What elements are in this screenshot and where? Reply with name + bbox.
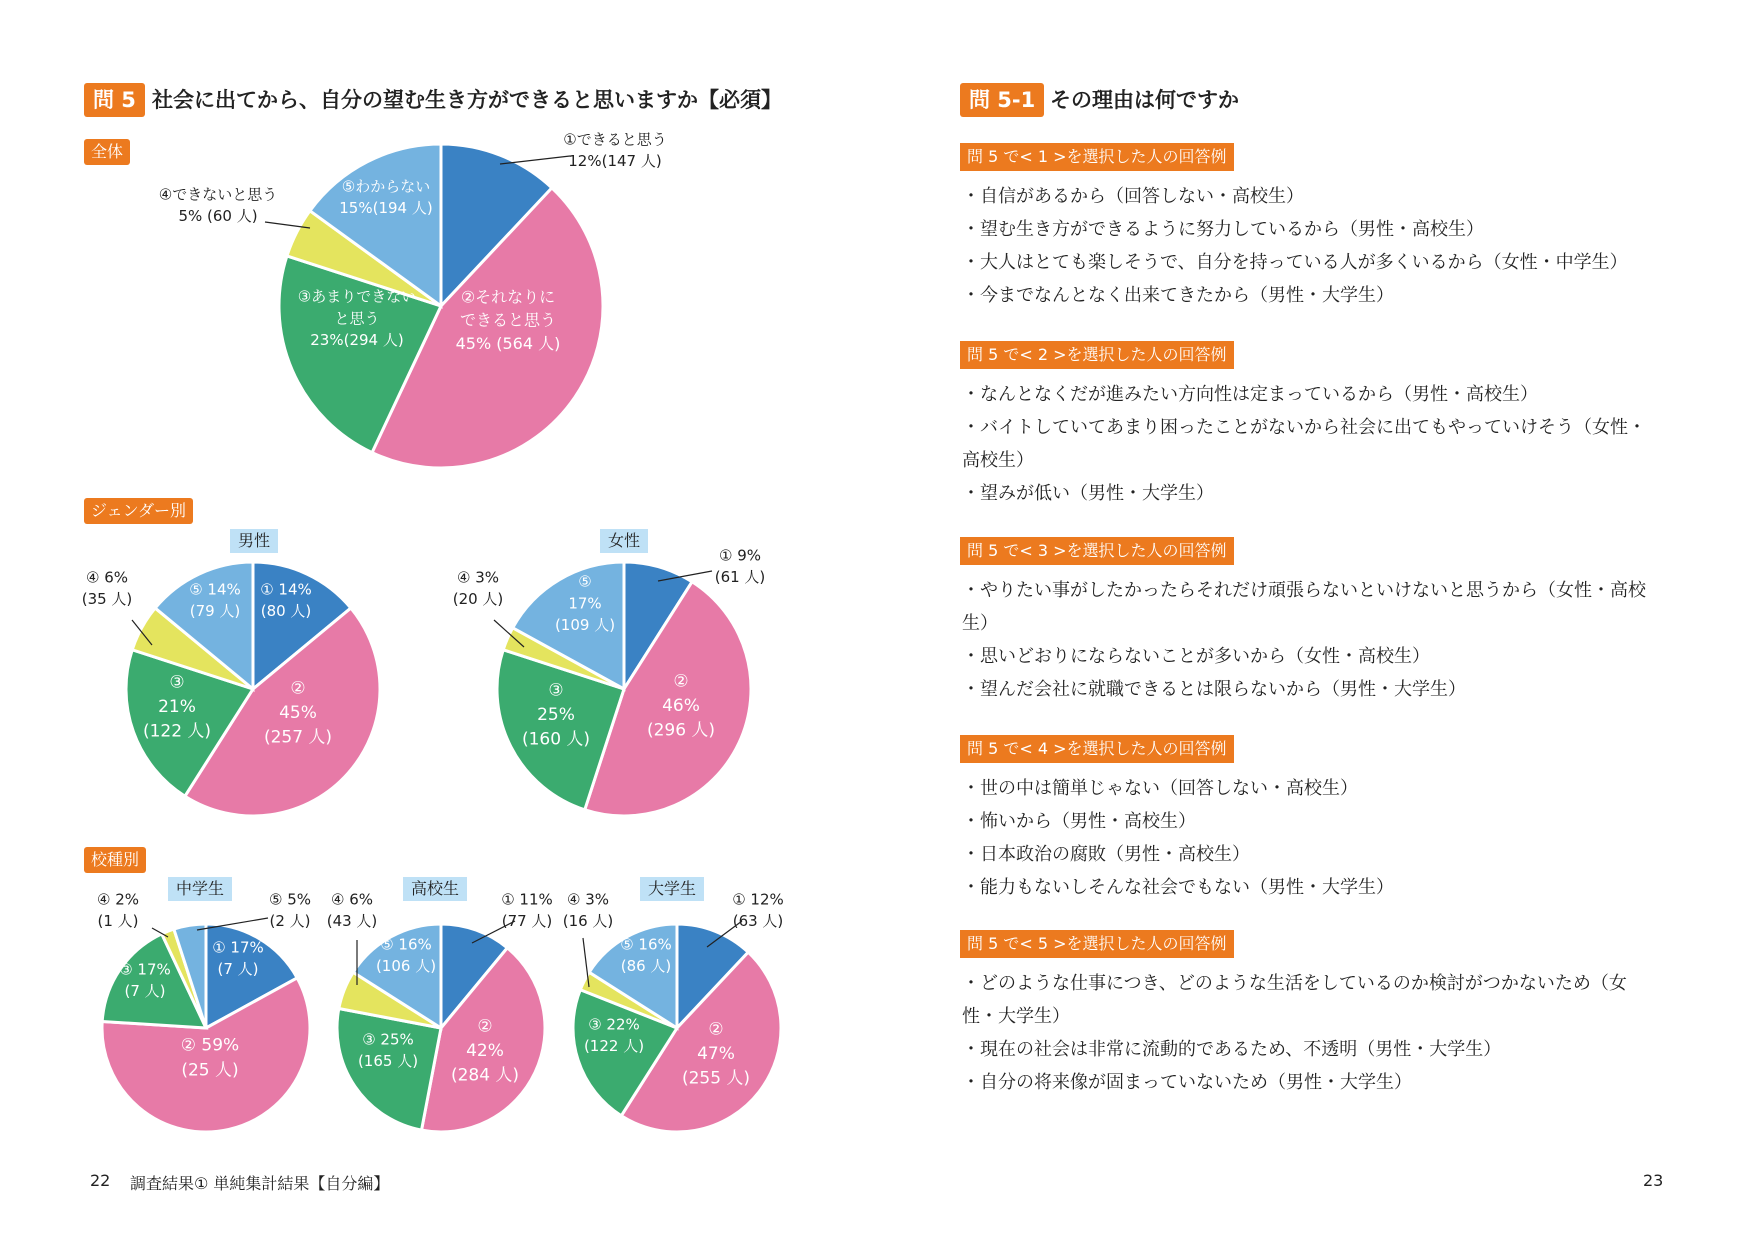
answer-item: ・なんとなくだが進みたい方向性は定まっているから（男性・高校生）	[962, 384, 1538, 405]
question-title-5-1: その理由は何ですか	[1050, 88, 1239, 112]
pie-label-jhs-5: ⑤ 5%	[268, 890, 312, 909]
pie-label-male-2: (257 人)	[263, 727, 333, 748]
pie-label-jhs-3: (7 人)	[124, 982, 166, 1001]
pie-label-overall-5: 15%(194 人)	[339, 199, 433, 218]
pie-label-male-3: ③	[169, 672, 185, 693]
pie-label-male-1: (80 人)	[260, 602, 312, 621]
pie-label-male-5: ⑤ 14%	[189, 580, 241, 599]
pie-label-female-3: (160 人)	[521, 729, 591, 750]
pie-label-jhs-3: ③ 17%	[119, 960, 171, 979]
pie-label-univ-2: ②	[708, 1019, 724, 1040]
pie-label-hs-4: ④ 6%	[330, 890, 374, 909]
answer-item: ・やりたい事がしたかったらそれだけ頑張らないといけないと思うから（女性・高校生）	[962, 580, 1646, 634]
answer-group-header: 問 5 で< 1 >を選択した人の回答例	[960, 143, 1234, 171]
answer-item: ・どのような仕事につき、どのような生活をしているのか検討がつかないため（女性・大学生）	[962, 973, 1627, 1027]
answer-group-header: 問 5 で< 3 >を選択した人の回答例	[960, 537, 1234, 565]
label-male: 男性	[230, 529, 278, 553]
pie-label-jhs-2: ② 59%	[180, 1035, 240, 1056]
answer-item: ・今までなんとなく出来てきたから（男性・大学生）	[962, 285, 1394, 306]
section-badge-school: 校種別	[84, 847, 146, 873]
pie-label-hs-2: 42%	[466, 1040, 504, 1061]
pie-label-female-4: (20 人)	[452, 590, 504, 609]
footer-title: 調査結果① 単純集計結果【自分編】	[130, 1174, 390, 1193]
question-badge: 問 5	[84, 83, 145, 117]
pie-label-univ-4: ④ 3%	[566, 890, 610, 909]
pie-label-overall-1: 12%(147 人)	[568, 152, 662, 171]
pie-label-hs-5: (106 人)	[375, 957, 437, 976]
pie-label-hs-4: (43 人)	[326, 912, 378, 931]
pie-label-male-4: ④ 6%	[85, 568, 129, 587]
page-number-right: 23	[1643, 1171, 1664, 1190]
answer-item: ・思いどおりにならないことが多いから（女性・高校生）	[962, 646, 1430, 667]
pie-label-male-4: (35 人)	[81, 590, 133, 609]
pie-label-jhs-4: (1 人)	[97, 912, 139, 931]
label-high-school: 高校生	[403, 877, 467, 901]
section-badge-gender: ジェンダー別	[84, 498, 193, 524]
answer-item: ・日本政治の腐敗（男性・高校生）	[962, 844, 1250, 865]
pie-label-female-5: ⑤	[578, 572, 592, 591]
pie-label-overall-2: 45% (564 人)	[455, 333, 561, 353]
pie-label-female-2: (296 人)	[646, 720, 716, 741]
pie-label-overall-1: ①できると思う	[563, 130, 667, 149]
pie-label-univ-5: (86 人)	[620, 957, 672, 976]
pie-label-overall-3: と思う	[334, 309, 380, 328]
answer-item: ・能力もないしそんな社会でもない（男性・大学生）	[962, 877, 1394, 898]
pie-label-univ-2: (255 人)	[681, 1068, 751, 1089]
pie-label-male-3: 21%	[158, 696, 196, 717]
pie-label-female-5: 17%	[568, 594, 602, 613]
pie-label-univ-1: ① 12%	[732, 890, 784, 909]
answer-item: ・バイトしていてあまり困ったことがないから社会に出てもやっていけそう（女性・高校生）	[962, 417, 1646, 471]
pie-label-female-2: 46%	[662, 695, 700, 716]
pie-label-female-1: (61 人)	[714, 568, 766, 587]
question-title: 社会に出てから、自分の望む生き方ができると思いますか【必須】	[152, 88, 782, 112]
pie-label-hs-3: (165 人)	[357, 1052, 419, 1071]
label-junior-high: 中学生	[168, 877, 232, 901]
answer-item: ・世の中は簡単じゃない（回答しない・高校生）	[962, 778, 1358, 799]
pie-label-male-3: (122 人)	[142, 721, 212, 742]
label-university: 大学生	[640, 877, 704, 901]
pie-label-univ-4: (16 人)	[562, 912, 614, 931]
pie-label-overall-4: ④できないと思う	[158, 185, 278, 204]
answer-item: ・自分の将来像が固まっていないため（男性・大学生）	[962, 1072, 1412, 1093]
answer-group-header: 問 5 で< 4 >を選択した人の回答例	[960, 735, 1234, 763]
answer-list	[962, 772, 1662, 904]
answer-item: ・現在の社会は非常に流動的であるため、不透明（男性・大学生）	[962, 1039, 1502, 1060]
pie-label-hs-2: ②	[477, 1016, 493, 1037]
answer-item: ・大人はとても楽しそうで、自分を持っている人が多くいるから（女性・中学生）	[962, 252, 1628, 273]
answer-item: ・望む生き方ができるように努力しているから（男性・高校生）	[962, 219, 1484, 240]
pie-label-jhs-4: ④ 2%	[96, 890, 140, 909]
pie-label-female-3: 25%	[537, 704, 575, 725]
pie-label-overall-4: 5% (60 人)	[178, 207, 258, 226]
section-badge-overall: 全体	[84, 139, 130, 165]
pie-label-overall-5: ⑤わからない	[341, 177, 431, 196]
page-number-left: 22	[90, 1171, 111, 1190]
label-female: 女性	[600, 529, 648, 553]
pie-label-jhs-5: (2 人)	[269, 912, 311, 931]
pie-label-male-2: 45%	[279, 702, 317, 723]
answer-item: ・望みが低い（男性・大学生）	[962, 483, 1214, 504]
pie-label-male-2: ②	[290, 678, 306, 699]
answer-item: ・望んだ会社に就職できるとは限らないから（男性・大学生）	[962, 679, 1466, 700]
answer-item: ・自信があるから（回答しない・高校生）	[962, 186, 1304, 207]
pie-label-female-4: ④ 3%	[456, 568, 500, 587]
pie-label-female-2: ②	[673, 671, 689, 692]
pie-label-hs-5: ⑤ 16%	[380, 935, 432, 954]
pie-label-univ-1: (63 人)	[732, 912, 784, 931]
pie-label-overall-2: ②それなりに	[460, 287, 556, 307]
pie-label-overall-3: 23%(294 人)	[310, 331, 404, 349]
answer-list	[962, 180, 1662, 312]
answer-group-header: 問 5 で< 5 >を選択した人の回答例	[960, 930, 1234, 958]
pie-label-univ-2: 47%	[697, 1043, 735, 1064]
pie-label-jhs-2: (25 人)	[181, 1060, 239, 1081]
pie-label-male-5: (79 人)	[189, 602, 241, 621]
pie-label-overall-2: できると思う	[459, 310, 557, 330]
pie-label-overall-3: ③あまりできない	[297, 287, 417, 306]
pie-label-hs-3: ③ 25%	[362, 1030, 414, 1049]
pie-label-male-1: ① 14%	[260, 580, 312, 599]
pie-label-univ-3: ③ 22%	[588, 1015, 640, 1034]
answer-list	[962, 574, 1662, 706]
answer-item: ・怖いから（男性・高校生）	[962, 811, 1196, 832]
pie-label-hs-2: (284 人)	[450, 1065, 520, 1086]
pie-label-hs-1: (77 人)	[501, 912, 553, 931]
pie-label-univ-3: (122 人)	[583, 1037, 645, 1056]
pie-label-jhs-1: ① 17%	[212, 938, 264, 957]
answer-group-header: 問 5 で< 2 >を選択した人の回答例	[960, 341, 1234, 369]
pie-label-female-5: (109 人)	[554, 616, 616, 634]
pie-label-female-3: ③	[548, 680, 564, 701]
answer-list	[962, 378, 1662, 510]
question-badge-5-1: 問 5-1	[960, 83, 1044, 117]
answer-list	[962, 967, 1662, 1099]
pie-label-female-1: ① 9%	[718, 546, 762, 565]
pie-label-hs-1: ① 11%	[501, 890, 553, 909]
pie-label-jhs-1: (7 人)	[217, 960, 259, 979]
pie-label-univ-5: ⑤ 16%	[620, 935, 672, 954]
